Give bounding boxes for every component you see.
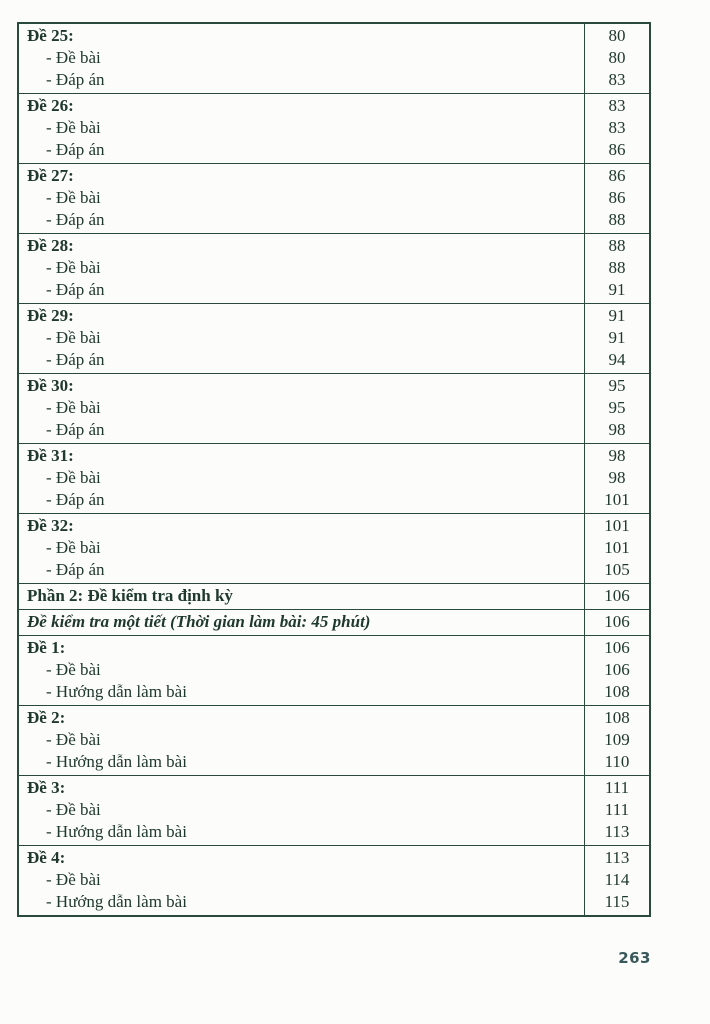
- toc-row: [19, 233, 649, 303]
- toc-entry-page-number: 114: [604, 870, 630, 889]
- toc-entry-title: Đề kiểm tra một tiết (Thời gian làm bài: 45 phút): [27, 612, 371, 631]
- toc-entry-page-number: 91: [608, 280, 626, 299]
- toc-row: [19, 443, 649, 513]
- toc-entry-title: Đề 28:: [27, 236, 74, 255]
- toc-entry-page-number: 115: [604, 892, 630, 911]
- toc-entry-page-number: 111: [604, 778, 630, 797]
- toc-subentry-label: - Đáp án: [46, 210, 105, 229]
- toc-row-content-cell: [19, 706, 585, 775]
- toc-entry-page-number: 98: [608, 468, 626, 487]
- toc-row-content-cell: [19, 304, 585, 373]
- toc-row: [19, 705, 649, 775]
- toc-row-content-cell: [19, 584, 585, 609]
- toc-subentry-label: - Đề bài: [46, 398, 101, 417]
- toc-row: [19, 303, 649, 373]
- toc-row: [19, 93, 649, 163]
- toc-row-pages-cell: [585, 94, 649, 163]
- toc-row-content-cell: [19, 610, 585, 635]
- toc-subentry-label: - Hướng dẫn làm bài: [46, 822, 187, 841]
- toc-subentry-label: - Đáp án: [46, 350, 105, 369]
- toc-entry-title: Đề 27:: [27, 166, 74, 185]
- toc-row-pages-cell: [585, 514, 649, 583]
- toc-row-content-cell: [19, 164, 585, 233]
- toc-subentry-label: - Đề bài: [46, 118, 101, 137]
- toc-entry-page-number: 95: [608, 398, 626, 417]
- toc-subentry-label: - Hướng dẫn làm bài: [46, 682, 187, 701]
- toc-subentry-label: - Đề bài: [46, 468, 101, 487]
- toc-entry-title: Đề 3:: [27, 778, 66, 797]
- toc-subentry-label: - Đề bài: [46, 730, 101, 749]
- toc-entry-page-number: 108: [604, 708, 630, 727]
- toc-row-content-cell: [19, 94, 585, 163]
- toc-entry-title: Phần 2: Đề kiểm tra định kỳ: [27, 586, 233, 605]
- toc-entry-title: Đề 2:: [27, 708, 66, 727]
- toc-row: [19, 635, 649, 705]
- toc-entry-page-number: 105: [604, 560, 630, 579]
- toc-row-content-cell: [19, 776, 585, 845]
- toc-subentry-label: - Đáp án: [46, 140, 105, 159]
- toc-entry-page-number: 111: [604, 800, 630, 819]
- toc-entry-page-number: 91: [608, 328, 626, 347]
- toc-row-pages-cell: [585, 304, 649, 373]
- toc-row: [19, 163, 649, 233]
- footer-page-number: 263: [618, 949, 651, 967]
- toc-subentry-label: - Đáp án: [46, 560, 105, 579]
- toc-entry-page-number: 106: [604, 660, 630, 679]
- toc-row: [19, 583, 649, 609]
- toc-entry-title: Đề 26:: [27, 96, 74, 115]
- toc-entry-page-number: 106: [604, 612, 630, 631]
- toc-entry-page-number: 88: [608, 236, 626, 255]
- toc-entry-page-number: 108: [604, 682, 630, 701]
- toc-entry-page-number: 83: [608, 70, 626, 89]
- toc-row-content-cell: [19, 444, 585, 513]
- toc-entry-title: Đề 31:: [27, 446, 74, 465]
- toc-entry-page-number: 88: [608, 258, 626, 277]
- toc-row: [19, 513, 649, 583]
- toc-subentry-label: - Đề bài: [46, 258, 101, 277]
- toc-row: [19, 24, 649, 93]
- toc-row-pages-cell: [585, 636, 649, 705]
- toc-entry-page-number: 94: [608, 350, 626, 369]
- toc-entry-title: Đề 25:: [27, 26, 74, 45]
- toc-row-pages-cell: [585, 24, 649, 93]
- toc-entry-title: Đề 4:: [27, 848, 66, 867]
- toc-row-pages-cell: [585, 584, 649, 609]
- toc-entry-page-number: 106: [604, 638, 630, 657]
- toc-subentry-label: - Đề bài: [46, 538, 101, 557]
- toc-entry-title: Đề 32:: [27, 516, 74, 535]
- toc-row-pages-cell: [585, 234, 649, 303]
- toc-row-pages-cell: [585, 706, 649, 775]
- toc-entry-title: Đề 29:: [27, 306, 74, 325]
- toc-entry-page-number: 95: [608, 376, 626, 395]
- toc-entry-page-number: 86: [608, 140, 626, 159]
- toc-entry-page-number: 83: [608, 96, 626, 115]
- toc-entry-page-number: 113: [604, 822, 630, 841]
- toc-row-content-cell: [19, 636, 585, 705]
- toc-row-pages-cell: [585, 164, 649, 233]
- toc-subentry-label: - Đề bài: [46, 870, 101, 889]
- toc-row-pages-cell: [585, 374, 649, 443]
- toc-entry-title: Đề 1:: [27, 638, 66, 657]
- toc-entry-page-number: 83: [608, 118, 626, 137]
- toc-entry-title: Đề 30:: [27, 376, 74, 395]
- toc-subentry-label: - Đề bài: [46, 660, 101, 679]
- toc-subentry-label: - Hướng dẫn làm bài: [46, 752, 187, 771]
- toc-entry-page-number: 113: [604, 848, 630, 867]
- toc-subentry-label: - Đề bài: [46, 800, 101, 819]
- toc-entry-page-number: 101: [604, 490, 630, 509]
- toc-subentry-label: - Đáp án: [46, 280, 105, 299]
- toc-subentry-label: - Hướng dẫn làm bài: [46, 892, 187, 911]
- toc-row-content-cell: [19, 234, 585, 303]
- toc-row: [19, 775, 649, 845]
- toc-entry-page-number: 101: [604, 516, 630, 535]
- toc-entry-page-number: 106: [604, 586, 630, 605]
- toc-row-content-cell: [19, 514, 585, 583]
- toc-entry-page-number: 98: [608, 420, 626, 439]
- toc-entry-page-number: 101: [604, 538, 630, 557]
- toc-row: [19, 845, 649, 915]
- toc-row-content-cell: [19, 846, 585, 915]
- toc-row-pages-cell: [585, 846, 649, 915]
- toc-entry-page-number: 80: [608, 26, 626, 45]
- toc-row-pages-cell: [585, 444, 649, 513]
- toc-row: [19, 373, 649, 443]
- toc-row-pages-cell: [585, 776, 649, 845]
- toc-row-content-cell: [19, 374, 585, 443]
- toc-entry-page-number: 91: [608, 306, 626, 325]
- toc-row: [19, 609, 649, 635]
- toc-subentry-label: - Đáp án: [46, 490, 105, 509]
- toc-table: [17, 22, 651, 917]
- toc-entry-page-number: 80: [608, 48, 626, 67]
- toc-entry-page-number: 110: [604, 752, 630, 771]
- toc-subentry-label: - Đề bài: [46, 188, 101, 207]
- toc-subentry-label: - Đáp án: [46, 420, 105, 439]
- toc-entry-page-number: 109: [604, 730, 630, 749]
- toc-entry-page-number: 86: [608, 188, 626, 207]
- toc-entry-page-number: 98: [608, 446, 626, 465]
- toc-row-pages-cell: [585, 610, 649, 635]
- toc-entry-page-number: 88: [608, 210, 626, 229]
- toc-subentry-label: - Đề bài: [46, 328, 101, 347]
- toc-row-content-cell: [19, 24, 585, 93]
- toc-entry-page-number: 86: [608, 166, 626, 185]
- toc-subentry-label: - Đề bài: [46, 48, 101, 67]
- toc-subentry-label: - Đáp án: [46, 70, 105, 89]
